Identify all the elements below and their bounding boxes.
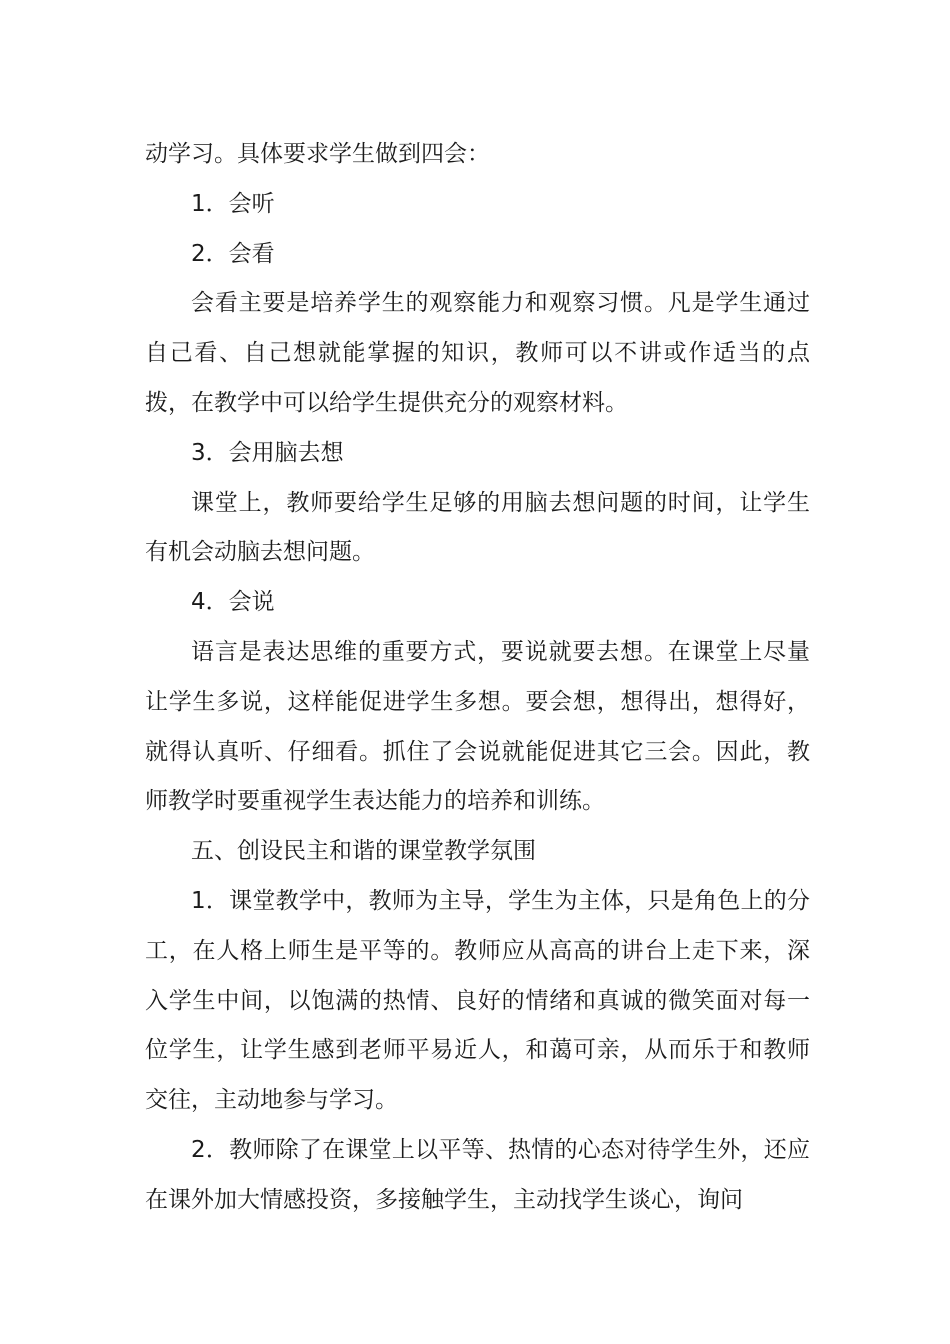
paragraph-think-detail: 课堂上，教师要给学生足够的用脑去想问题的时间，让学生有机会动脑去想问题。 [145, 489, 810, 566]
list-item-listen: 1．会听 [191, 190, 275, 217]
list-item-look: 2．会看 [191, 240, 275, 267]
paragraph-point-two: 2．教师除了在课堂上以平等、热情的心态对待学生外，还应在课外加大情感投资，多接触学生，主动找学生谈心，询问 [145, 1136, 810, 1213]
list-item-speak: 4．会说 [191, 589, 275, 616]
paragraph-speak-detail: 语言是表达思维的重要方式，要说就要去想。在课堂上尽量让学生多说，这样能促进学生多想。要会想，想得出，想得好，就得认真听、仔细看。抓住了会说就能促进其它三会。因此，教师教学时要重视学生表达能力的培养和训练。 [145, 638, 810, 815]
document-body [145, 130, 810, 1226]
paragraph-point-one: 1．课堂教学中，教师为主导，学生为主体，只是角色上的分工，在人格上师生是平等的。教师应从高高的讲台上走下来，深入学生中间，以饱满的热情、良好的情绪和真诚的微笑面对每一位学生，让学生感到老师平易近人，和蔼可亲，从而乐于和教师交往，主动地参与学习。 [145, 887, 810, 1114]
paragraph-intro: 动学习。具体要求学生做到四会： [145, 141, 490, 167]
paragraph-look-detail: 会看主要是培养学生的观察能力和观察习惯。凡是学生通过自己看、自己想就能掌握的知识，教师可以不讲或作适当的点拨，在教学中可以给学生提供充分的观察材料。 [145, 290, 810, 416]
section-heading-five: 五、创设民主和谐的课堂教学氛围 [191, 838, 536, 865]
list-item-think: 3．会用脑去想 [191, 439, 344, 466]
